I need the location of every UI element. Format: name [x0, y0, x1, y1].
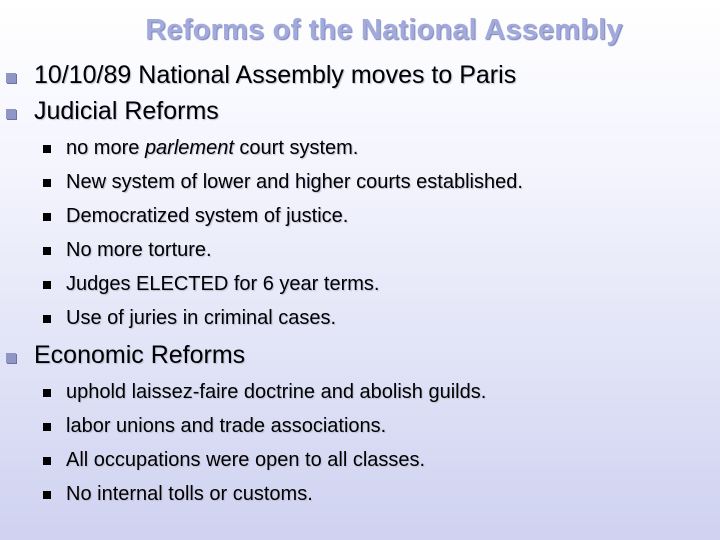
sub-bullet-item: [0, 170, 720, 204]
sub-bullet-text: All occupations were open to all classes.: [66, 449, 426, 471]
square-bullet-icon: [43, 423, 51, 431]
sub-bullet-item: [0, 482, 720, 516]
emphasized-term: parlement: [144, 137, 234, 159]
sub-bullet-text: No more torture.: [66, 239, 212, 261]
bullet-item: [0, 340, 720, 380]
sub-bullet-text: labor unions and trade associations.: [66, 415, 387, 437]
sub-bullet-text: Use of juries in criminal cases.: [66, 307, 337, 329]
square-bullet-icon: [6, 109, 16, 119]
sub-bullet-text: No internal tolls or customs.: [66, 483, 313, 505]
sub-bullet-item: [0, 238, 720, 272]
bullet-text: 10/10/89 National Assembly moves to Paris: [34, 61, 517, 89]
square-bullet-icon: [43, 315, 51, 323]
bullet-text: Judicial Reforms: [34, 97, 219, 125]
sub-bullet-item: [0, 204, 720, 238]
bullet-item: [0, 96, 720, 136]
sub-bullet-text: Democratized system of justice.: [66, 205, 349, 227]
sub-bullet-item: [0, 272, 720, 306]
sub-bullet-item: [0, 380, 720, 414]
square-bullet-icon: [43, 179, 51, 187]
square-bullet-icon: [43, 491, 51, 499]
square-bullet-icon: [43, 457, 51, 465]
square-bullet-icon: [43, 281, 51, 289]
square-bullet-icon: [6, 353, 16, 363]
square-bullet-icon: [6, 73, 16, 83]
slide-body: [0, 60, 720, 516]
sub-bullet-text: New system of lower and higher courts established.: [66, 171, 523, 193]
sub-bullet-item: [0, 306, 720, 340]
square-bullet-icon: [43, 213, 51, 221]
sub-bullet-item: [0, 414, 720, 448]
bullet-text: Economic Reforms: [34, 341, 246, 369]
sub-bullet-text: Judges ELECTED for 6 year terms.: [66, 273, 380, 295]
sub-bullet-text: uphold laissez-faire doctrine and abolish guilds.: [66, 381, 487, 403]
sub-bullet-item: [0, 448, 720, 482]
slide-title: Reforms of the National Assembly: [145, 14, 623, 46]
bullet-item: [0, 60, 720, 96]
sub-bullet-item: [0, 136, 720, 170]
square-bullet-icon: [43, 389, 51, 397]
square-bullet-icon: [43, 145, 51, 153]
square-bullet-icon: [43, 247, 51, 255]
sub-bullet-text: no more parlement court system.: [66, 137, 359, 159]
